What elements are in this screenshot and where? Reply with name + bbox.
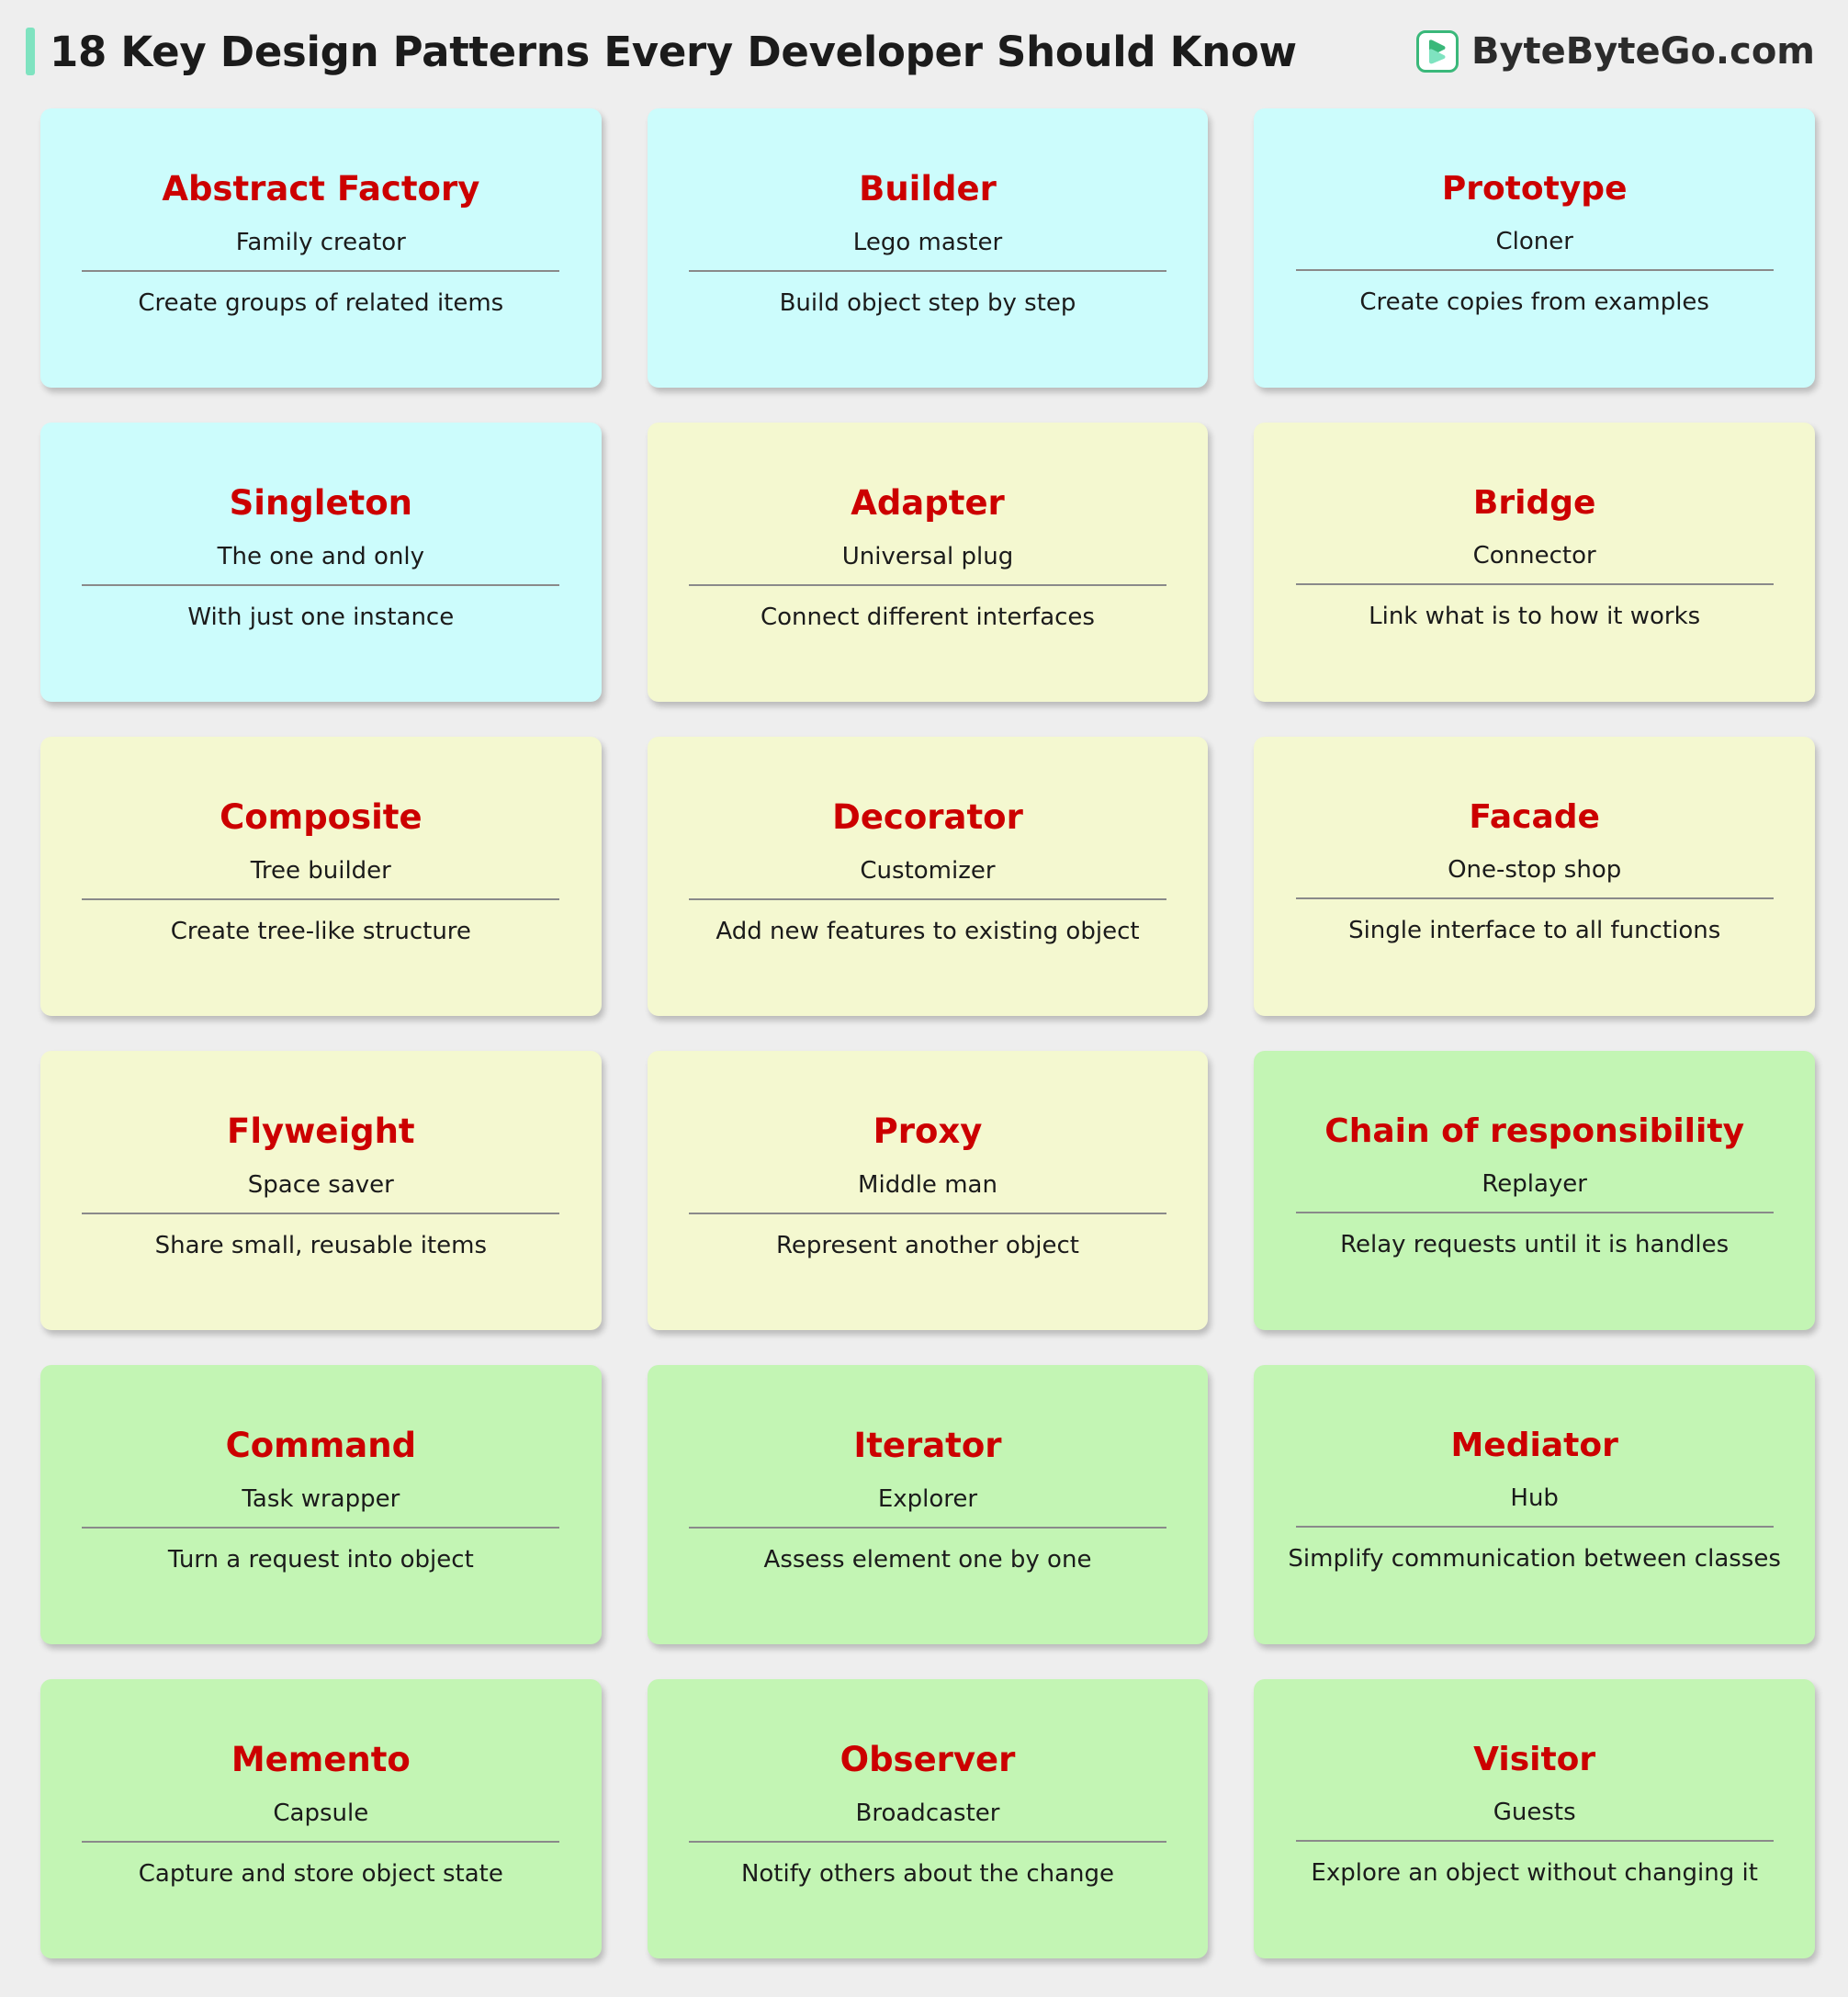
pattern-description: Share small, reusable items — [154, 1231, 488, 1259]
pattern-card — [40, 1051, 602, 1330]
pattern-subtitle: Family creator — [235, 228, 406, 256]
pattern-card — [1254, 423, 1815, 702]
pattern-subtitle: The one and only — [217, 542, 425, 570]
pattern-description: Relay requests until it is handles — [1340, 1231, 1730, 1259]
brand-name: ByteByteGo.com — [1471, 30, 1815, 73]
pattern-name: Prototype — [1441, 170, 1628, 209]
pattern-name: Adapter — [851, 482, 1005, 523]
pattern-subtitle: Capsule — [273, 1799, 369, 1827]
card-divider — [82, 1213, 559, 1214]
pattern-name: Singleton — [229, 482, 413, 523]
pattern-card — [1254, 108, 1815, 388]
pattern-description: Turn a request into object — [167, 1545, 474, 1574]
card-divider — [1296, 897, 1774, 899]
pattern-description: Assess element one by one — [763, 1545, 1092, 1574]
card-divider — [82, 1527, 559, 1529]
pattern-name: Composite — [220, 796, 423, 837]
pattern-card — [648, 737, 1209, 1016]
pattern-name: Abstract Factory — [162, 168, 480, 209]
pattern-subtitle: One-stop shop — [1448, 855, 1622, 884]
pattern-name: Iterator — [853, 1425, 1002, 1465]
pattern-subtitle: Universal plug — [841, 542, 1014, 570]
card-divider — [689, 1841, 1166, 1843]
pattern-name: Proxy — [873, 1111, 983, 1151]
card-divider — [689, 584, 1166, 586]
pattern-name: Chain of responsibility — [1324, 1112, 1745, 1151]
pattern-grid — [0, 103, 1848, 1997]
pattern-name: Mediator — [1450, 1427, 1618, 1465]
pattern-description: Link what is to how it works — [1369, 603, 1701, 631]
card-divider — [1296, 269, 1774, 271]
pattern-card — [1254, 1051, 1815, 1330]
pattern-subtitle: Replayer — [1482, 1169, 1587, 1198]
pattern-card — [1254, 1365, 1815, 1644]
page-title: 18 Key Design Patterns Every Developer Should Know — [50, 27, 1297, 76]
pattern-description: Create groups of related items — [138, 288, 504, 317]
pattern-card — [1254, 737, 1815, 1016]
pattern-description: Explore an object without changing it — [1311, 1859, 1758, 1888]
pattern-card — [1254, 1679, 1815, 1958]
pattern-description: With just one instance — [187, 603, 455, 631]
pattern-name: Command — [225, 1425, 417, 1465]
pattern-subtitle: Tree builder — [250, 856, 391, 885]
title-accent-bar — [26, 28, 35, 75]
pattern-description: Create tree-like structure — [170, 917, 471, 945]
pattern-description: Notify others about the change — [740, 1859, 1115, 1888]
card-divider — [689, 898, 1166, 900]
pattern-card — [40, 1679, 602, 1958]
pattern-description: Simplify communication between classes — [1288, 1545, 1781, 1574]
card-divider — [1296, 583, 1774, 585]
header — [0, 0, 1848, 103]
bytebytego-logo-icon — [1416, 30, 1459, 73]
pattern-subtitle: Cloner — [1495, 227, 1573, 255]
pattern-description: Add new features to existing object — [716, 917, 1140, 945]
card-divider — [689, 1527, 1166, 1529]
card-divider — [82, 584, 559, 586]
pattern-name: Facade — [1469, 798, 1600, 837]
pattern-name: Bridge — [1472, 484, 1596, 523]
pattern-name: Observer — [839, 1739, 1016, 1779]
pattern-description: Connect different interfaces — [761, 603, 1095, 631]
pattern-subtitle: Middle man — [858, 1170, 997, 1199]
pattern-description: Represent another object — [775, 1231, 1080, 1259]
card-divider — [82, 898, 559, 900]
pattern-name: Visitor — [1473, 1741, 1596, 1779]
pattern-subtitle: Explorer — [877, 1484, 978, 1513]
card-divider — [1296, 1526, 1774, 1528]
pattern-subtitle: Task wrapper — [242, 1484, 400, 1513]
pattern-name: Memento — [231, 1739, 411, 1779]
title-group — [26, 28, 1416, 76]
card-divider — [689, 270, 1166, 272]
pattern-subtitle: Connector — [1472, 541, 1596, 570]
card-divider — [82, 270, 559, 272]
pattern-card — [648, 1365, 1209, 1644]
card-divider — [1296, 1212, 1774, 1213]
pattern-name: Decorator — [832, 796, 1023, 837]
card-divider — [1296, 1840, 1774, 1842]
pattern-card — [40, 108, 602, 388]
pattern-card — [40, 423, 602, 702]
pattern-description: Single interface to all functions — [1348, 917, 1721, 945]
pattern-description: Build object step by step — [779, 288, 1076, 317]
pattern-card — [40, 1365, 602, 1644]
pattern-card — [648, 108, 1209, 388]
pattern-card — [648, 423, 1209, 702]
pattern-subtitle: Lego master — [852, 228, 1003, 256]
pattern-name: Builder — [859, 168, 997, 209]
pattern-description: Create copies from examples — [1359, 288, 1709, 317]
pattern-subtitle: Guests — [1493, 1798, 1576, 1826]
card-divider — [82, 1841, 559, 1843]
pattern-subtitle: Hub — [1510, 1484, 1559, 1512]
pattern-subtitle: Broadcaster — [855, 1799, 1000, 1827]
pattern-card — [40, 737, 602, 1016]
pattern-card — [648, 1051, 1209, 1330]
pattern-name: Flyweight — [227, 1111, 415, 1151]
pattern-subtitle: Customizer — [860, 856, 996, 885]
pattern-subtitle: Space saver — [247, 1170, 394, 1199]
pattern-description: Capture and store object state — [138, 1859, 503, 1888]
brand — [1416, 30, 1815, 73]
pattern-card — [648, 1679, 1209, 1958]
card-divider — [689, 1213, 1166, 1214]
